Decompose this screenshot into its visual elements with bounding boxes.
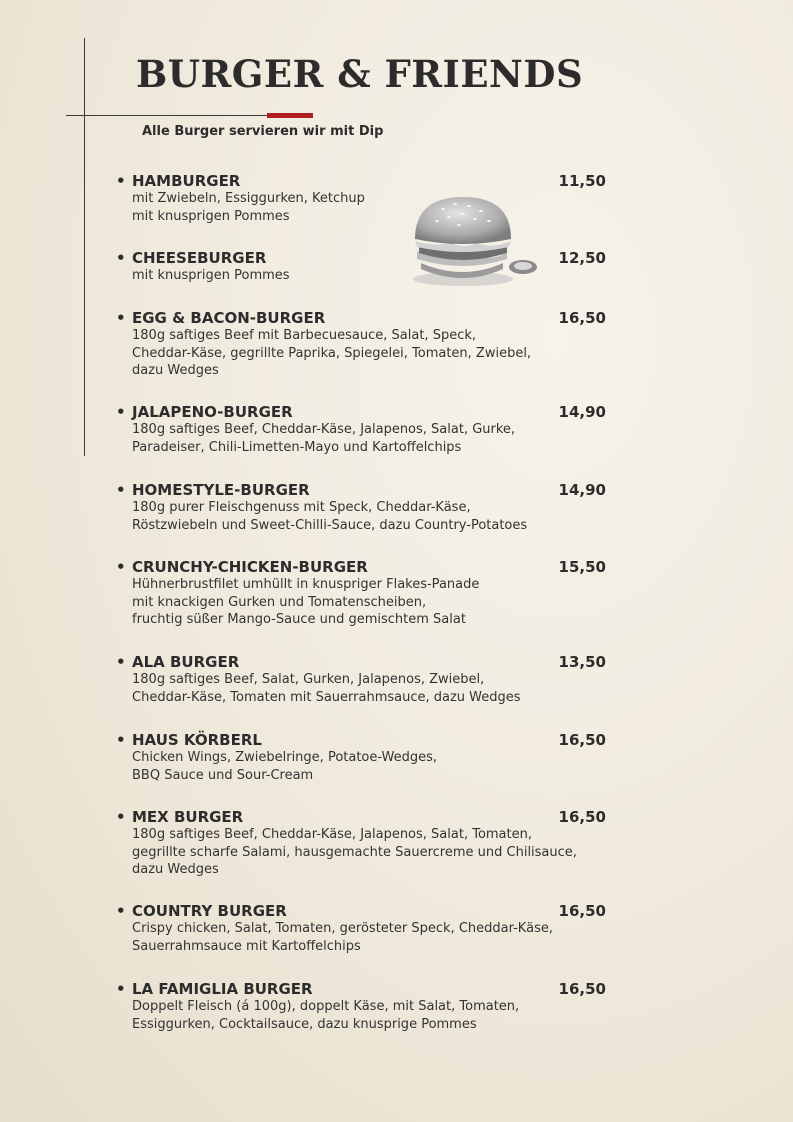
item-price: 16,50 [558,980,606,998]
bullet-icon: • [116,980,126,998]
item-price: 16,50 [558,309,606,327]
menu-item [116,481,606,534]
bullet-icon: • [116,653,126,671]
item-price: 14,90 [558,403,606,421]
item-price: 16,50 [558,731,606,749]
bullet-icon: • [116,558,126,576]
decorative-vertical-line [84,38,85,456]
menu-item [116,731,606,784]
bullet-icon: • [116,172,126,190]
bullet-icon: • [116,902,126,920]
menu-item [116,902,606,955]
menu-item [116,558,606,629]
item-name: HAMBURGER [132,172,241,190]
red-accent-bar [267,113,313,118]
item-description: 180g saftiges Beef mit Barbecuesauce, Salat, Speck, Cheddar-Käse, gegrillte Paprika, Spiegelei, Tomaten, Zwiebel, dazu Wedges [132,328,532,378]
item-description: Crispy chicken, Salat, Tomaten, gerösteter Speck, Cheddar-Käse, Sauerrahmsauce mit Kartoffelchips [132,921,553,954]
item-name: LA FAMIGLIA BURGER [132,980,313,998]
item-description: Chicken Wings, Zwiebelringe, Potatoe-Wedges, BBQ Sauce und Sour-Cream [132,750,438,783]
item-description: 180g purer Fleischgenuss mit Speck, Cheddar-Käse, Röstzwiebeln und Sweet-Chilli-Sauce, dazu Country-Potatoes [132,500,528,533]
bullet-icon: • [116,481,126,499]
item-description: 180g saftiges Beef, Salat, Gurken, Jalapenos, Zwiebel, Cheddar-Käse, Tomaten mit Sauerrahmsauce, dazu Wedges [132,672,521,705]
item-description: mit knusprigen Pommes [132,268,290,283]
item-name: HOMESTYLE-BURGER [132,481,310,499]
item-name: CRUNCHY-CHICKEN-BURGER [132,558,368,576]
item-description: 180g saftiges Beef, Cheddar-Käse, Jalapenos, Salat, Gurke, Paradeiser, Chili-Limetten-Mayo und Kartoffelchips [132,422,516,455]
item-name: ALA BURGER [132,653,240,671]
item-price: 11,50 [558,172,606,190]
menu-item [116,403,606,456]
item-price: 13,50 [558,653,606,671]
item-description: Doppelt Fleisch (á 100g), doppelt Käse, mit Salat, Tomaten, Essiggurken, Cocktailsauce, dazu knusprige Pommes [132,999,520,1032]
item-name: EGG & BACON-BURGER [132,309,326,327]
item-description: 180g saftiges Beef, Cheddar-Käse, Jalapenos, Salat, Tomaten, gegrillte scharfe Salami, hausgemachte Sauercreme und Chilisauce, dazu Wedges [132,827,577,877]
item-price: 15,50 [558,558,606,576]
page-subtitle: Alle Burger servieren wir mit Dip [142,124,384,139]
menu-item [116,653,606,706]
bullet-icon: • [116,249,126,267]
item-name: JALAPENO-BURGER [132,403,293,421]
item-description: Hühnerbrustfilet umhüllt in knuspriger Flakes-Panade mit knackigen Gurken und Tomatenscheiben, fruchtig süßer Mango-Sauce und gemischtem Salat [132,577,480,627]
bullet-icon: • [116,731,126,749]
item-price: 16,50 [558,902,606,920]
menu-item [116,249,606,285]
item-name: MEX BURGER [132,808,244,826]
item-name: COUNTRY BURGER [132,902,287,920]
item-description: mit Zwiebeln, Essiggurken, Ketchup mit knusprigen Pommes [132,191,365,224]
bullet-icon: • [116,309,126,327]
item-price: 12,50 [558,249,606,267]
item-price: 14,90 [558,481,606,499]
menu-item [116,980,606,1033]
bullet-icon: • [116,808,126,826]
item-name: HAUS KÖRBERL [132,731,262,749]
menu-item [116,309,606,380]
item-name: CHEESEBURGER [132,249,267,267]
menu-item [116,172,606,225]
page-title: BURGER & FRIENDS [136,52,584,96]
bullet-icon: • [116,403,126,421]
menu-item [116,808,606,879]
item-price: 16,50 [558,808,606,826]
